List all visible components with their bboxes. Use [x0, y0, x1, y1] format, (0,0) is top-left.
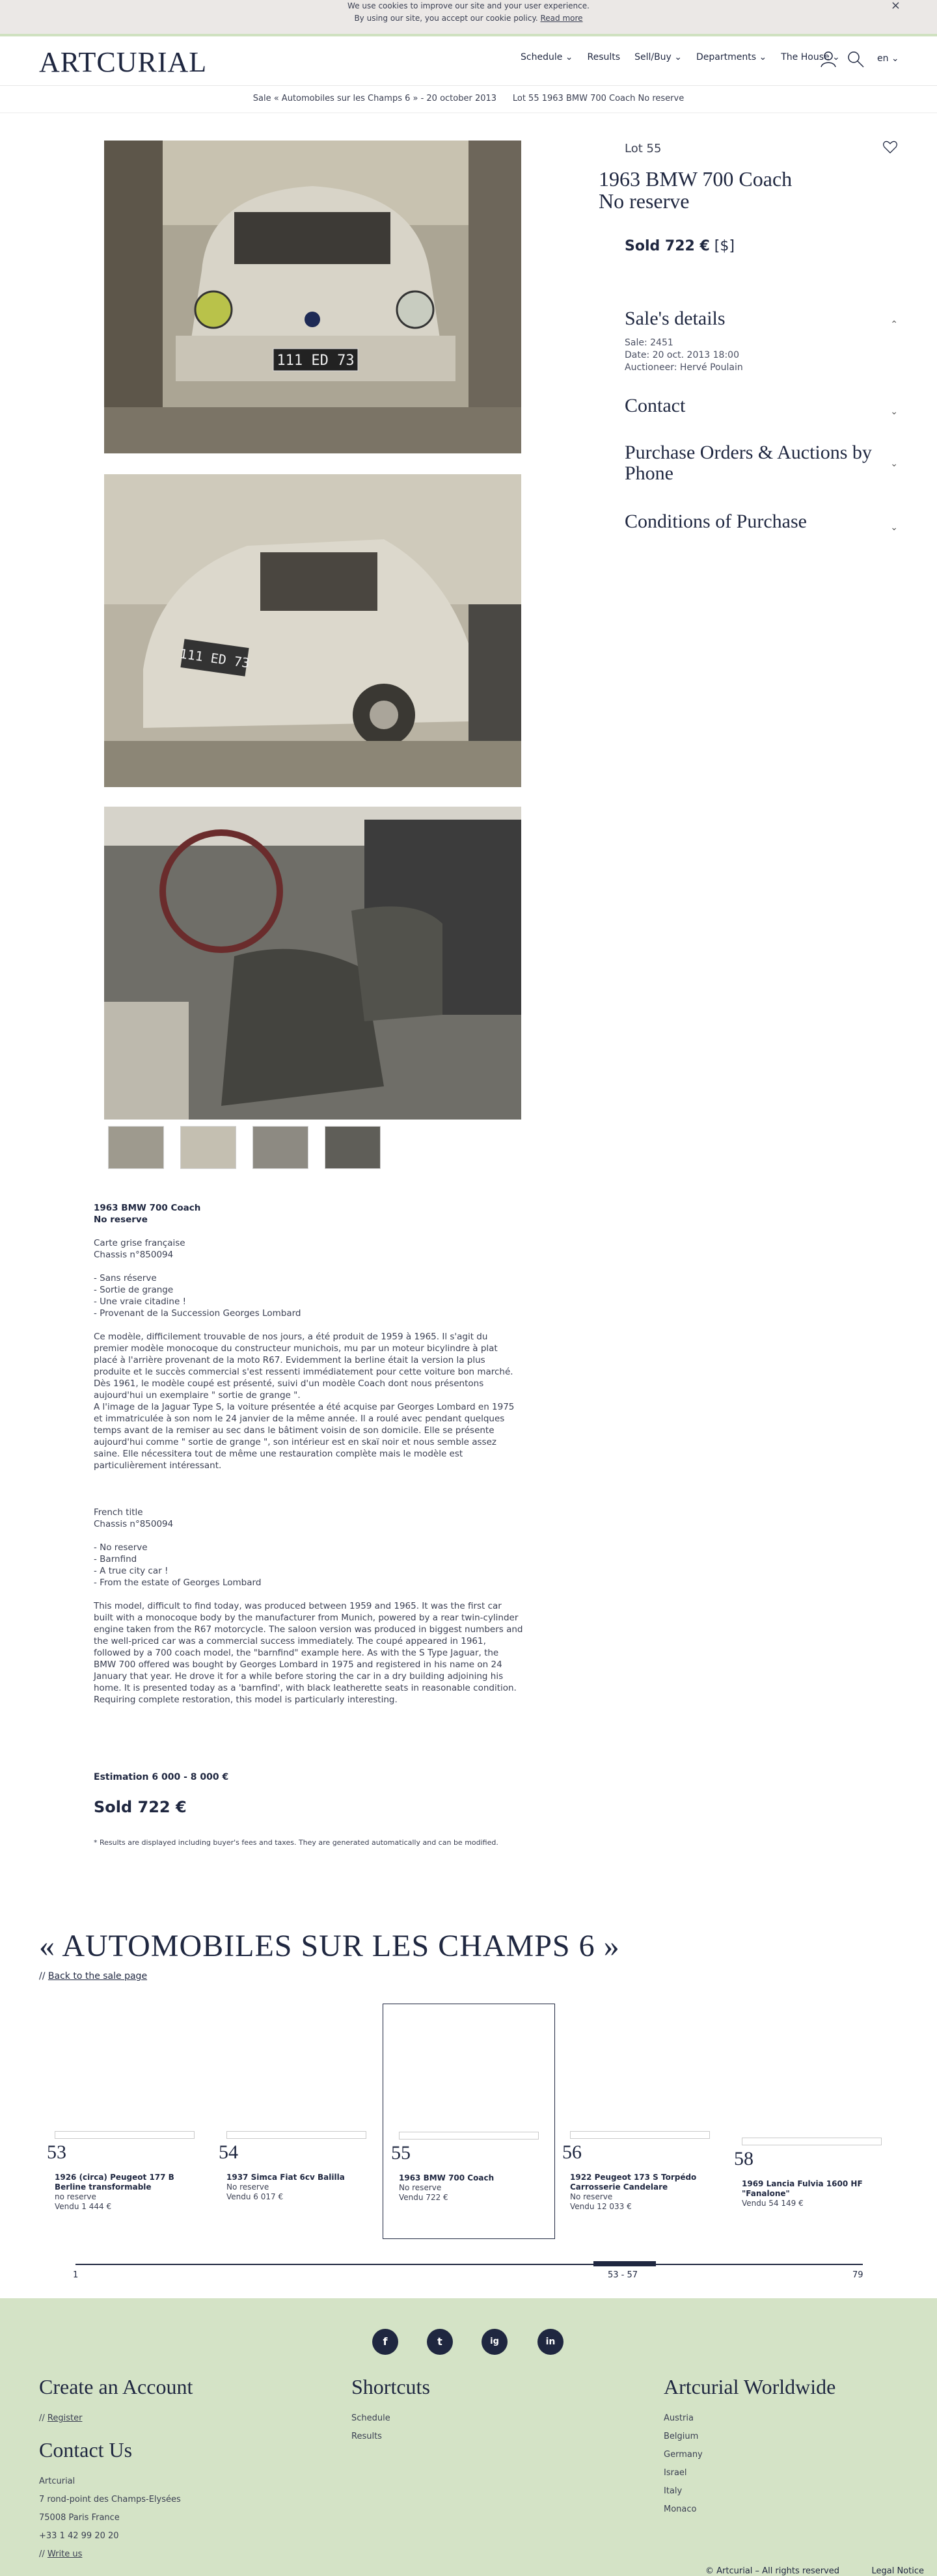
desc-fr-paragraph-1: Ce modèle, difficilement trouvable de nos jours, a été produit de 1959 à 1965. Il s'agit du premier modèle monocoque du constructeur munichois, mu par un moteur bicylindre à plat placé à l'arrière provenant de la moto R67. Evidemment la berline était la version la plus produite et le succès commercial s'est ressenti immédiatement pour cette voiture bon marché. Dès 1961, le modèle coupé est présenté, suivi d'un modèle Coach dont nous présentons aujourd'hui un exemplaire " sortie de grange ".: [94, 1332, 513, 1401]
sale-auctioneer: Auctioneer: Hervé Poulain: [625, 362, 743, 373]
lot-card-info: [742, 2179, 891, 2208]
breadcrumb: [0, 86, 937, 113]
thumbnail-3[interactable]: [252, 1126, 308, 1169]
nav-results[interactable]: Results: [587, 52, 621, 62]
site-footer: [0, 2298, 937, 2576]
breadcrumb-lot: Lot 55 1963 BMW 700 Coach No reserve: [512, 94, 685, 103]
lot-title-line-1: 1963 BMW 700 Coach: [599, 167, 793, 191]
lot-card-image: [55, 2131, 195, 2139]
accordion-purchase-orders-header[interactable]: [625, 442, 898, 484]
accordion-purchase-orders-title: Purchase Orders & Auctions by Phone: [625, 442, 872, 484]
search-icon[interactable]: [846, 49, 865, 69]
contact-address-2: 75008 Paris France: [39, 2513, 120, 2523]
lot-card-number: 55: [391, 2142, 411, 2164]
desc-en-chassis: Chassis n°850094: [94, 1519, 174, 1529]
chevron-up-icon: ⌃: [890, 320, 898, 330]
lot-card-image: [570, 2131, 710, 2139]
cookie-line-2-text: By using our site, you accept our cookie policy.: [354, 14, 538, 23]
legal-notice-link[interactable]: Legal Notice: [871, 2566, 924, 2576]
accordion-conditions-header[interactable]: [625, 511, 898, 532]
lot-card-price: Vendu 1 444 €: [55, 2202, 112, 2211]
lot-card[interactable]: [211, 2004, 383, 2239]
sold-price-large: Sold 722 €: [94, 1798, 187, 1816]
accordion-purchase-orders[interactable]: [625, 442, 898, 484]
country-monaco[interactable]: Monaco: [664, 2504, 697, 2514]
chevron-down-icon: ⌄: [890, 407, 898, 417]
lot-card-reserve: No reserve: [226, 2182, 269, 2192]
instagram-icon[interactable]: ig: [482, 2329, 508, 2355]
twitter-icon[interactable]: t: [427, 2329, 453, 2355]
write-us-link[interactable]: Write us: [47, 2549, 83, 2559]
lot-card-price: Vendu 54 149 €: [742, 2199, 804, 2208]
user-icon[interactable]: [819, 49, 838, 69]
lot-card-price: Vendu 722 €: [399, 2193, 448, 2202]
lot-card-info: [55, 2173, 204, 2212]
desc-fr-chassis: Chassis n°850094: [94, 1250, 174, 1260]
copyright: © Artcurial – All rights reserved: [705, 2566, 839, 2576]
lot-card[interactable]: [39, 2004, 211, 2239]
cookie-line-2: [0, 12, 937, 25]
front-plate: 111 ED 73: [277, 353, 355, 369]
footer-worldwide: [664, 2375, 835, 2519]
car-front-illustration: [104, 141, 521, 453]
lot-card-title: 1926 (circa) Peugeot 177 B Berline transformable: [55, 2173, 174, 2192]
accordion-sale-details[interactable]: [625, 308, 898, 374]
contact-address-1: 7 rond-point des Champs-Elysées: [39, 2495, 181, 2504]
breadcrumb-sale[interactable]: Sale « Automobiles sur les Champs 6 » - 20 october 2013: [252, 94, 497, 103]
contact-title: Contact Us: [39, 2438, 133, 2462]
chevron-down-icon: ⌄: [890, 523, 898, 533]
lot-number: Lot 55: [625, 142, 662, 155]
thumbnail-2[interactable]: [180, 1126, 236, 1169]
register-link[interactable]: Register: [47, 2413, 83, 2423]
worldwide-title: Artcurial Worldwide: [664, 2375, 836, 2398]
desc-en-paragraph-1: This model, difficult to find today, was produced between 1959 and 1965. It was the first car built with a monocoque body by the manufacturer from Munich, powered by a rear twin-cylinder engine taken from the R67 motorcycle. The saloon version was produced in biggest numbers and the well-priced car was a commercial success immediately. The coupé appeared in 1961, followed by a 700 coach model, the "barnfind" example here. As with the S Type Jaguar, the BMW 700 offered was bought by Georges Lombard in 1975 and registered in his name on 24 January that year. He drove it for a while before storing the car in a dry building adjoining his home. It is presented today as a 'barnfind', with black leatherette seats in reasonable condition. Requiring complete restoration, this model is particularly interesting.: [94, 1601, 523, 1705]
lot-card-reserve: No reserve: [570, 2192, 613, 2201]
lot-card[interactable]: [554, 2004, 727, 2239]
desc-fr-bullet: - Une vraie citadine !: [94, 1296, 186, 1307]
chevron-down-icon: ⌄: [890, 459, 898, 469]
facebook-icon[interactable]: f: [372, 2329, 398, 2355]
desc-en-bullet: - Barnfind: [94, 1554, 137, 1564]
lot-card[interactable]: [726, 2004, 898, 2239]
sale-number: Sale: 2451: [625, 338, 673, 348]
car-rear-illustration: [104, 474, 521, 787]
cookie-banner: [0, 0, 937, 34]
lot-card-reserve: no reserve: [55, 2192, 96, 2201]
lot-photo-front[interactable]: [104, 141, 521, 453]
country-germany[interactable]: Germany: [664, 2450, 703, 2460]
scrollbar-handle[interactable]: [593, 2261, 656, 2266]
back-to-sale-link[interactable]: Back to the sale page: [48, 1971, 148, 1981]
lot-card-image: [399, 2132, 539, 2140]
lot-card-info: [570, 2173, 720, 2212]
lot-card-info: [399, 2173, 549, 2203]
shortcut-results[interactable]: Results: [351, 2432, 382, 2441]
accordion-conditions-title: Conditions of Purchase: [625, 511, 807, 532]
linkedin-icon[interactable]: in: [537, 2329, 564, 2355]
sale-date: Date: 20 oct. 2013 18:00: [625, 350, 739, 360]
desc-en-bullet: - From the estate of Georges Lombard: [94, 1577, 262, 1588]
lot-card-image: [226, 2131, 366, 2139]
country-belgium[interactable]: Belgium: [664, 2432, 699, 2441]
desc-en-bullet: - No reserve: [94, 1542, 148, 1553]
lot-photo-rear[interactable]: [104, 474, 521, 787]
currency-toggle[interactable]: [$]: [714, 238, 735, 254]
lot-card-reserve: No reserve: [399, 2183, 442, 2192]
accordion-contact-header[interactable]: [625, 396, 898, 416]
nav-the-house[interactable]: The House ⌄: [781, 52, 840, 62]
results-note: * Results are displayed including buyer's fees and taxes. They are generated automatically and can be modified.: [94, 1838, 498, 1847]
close-icon[interactable]: ×: [890, 0, 901, 12]
lot-title: [599, 168, 792, 212]
contact-phone[interactable]: +33 1 42 99 20 20: [39, 2531, 119, 2541]
site-header: [0, 36, 937, 86]
scroll-end-label: 79: [852, 2270, 863, 2280]
thumbnail-1[interactable]: [108, 1126, 164, 1169]
write-row: [39, 2545, 193, 2564]
desc-en-bullet: - A true city car !: [94, 1566, 169, 1576]
country-austria[interactable]: Austria: [664, 2413, 694, 2423]
lot-description: [94, 1202, 523, 1717]
shortcuts-title: Shortcuts: [351, 2375, 430, 2398]
car-interior-illustration: [104, 807, 521, 1120]
desc-title: 1963 BMW 700 Coach: [94, 1203, 201, 1213]
cookie-line-1: We use cookies to improve our site and your user experience.: [347, 1, 590, 10]
accordion-sale-details-header[interactable]: [625, 308, 898, 329]
cookie-read-more-link[interactable]: Read more: [540, 14, 583, 23]
accordion-contact[interactable]: [625, 396, 898, 416]
main-nav: [521, 52, 840, 62]
contact-name: Artcurial: [39, 2476, 75, 2486]
lot-card-number: 53: [47, 2141, 66, 2163]
rear-plate: 111 ED 73: [178, 645, 251, 671]
sold-price: [625, 238, 735, 254]
lot-card-price: Vendu 6 017 €: [226, 2192, 284, 2201]
create-account-title: Create an Account: [39, 2375, 193, 2398]
lot-card-title: 1922 Peugeot 173 S Torpédo Carrosserie Candelare: [570, 2173, 697, 2192]
desc-en-title: French title: [94, 1507, 143, 1518]
thumbnail-strip: [108, 1126, 381, 1169]
language-selector[interactable]: en ⌄: [877, 53, 899, 64]
accordion-contact-title: Contact: [625, 395, 686, 416]
country-italy[interactable]: Italy: [664, 2486, 683, 2496]
register-row: [39, 2409, 193, 2428]
desc-fr-bullet: - Sans réserve: [94, 1273, 157, 1283]
desc-fr-carte: Carte grise française: [94, 1238, 185, 1248]
accordion-conditions[interactable]: [625, 511, 898, 532]
lot-card-number: 56: [562, 2141, 582, 2163]
thumbnail-4[interactable]: [325, 1126, 381, 1169]
lot-card-title: 1963 BMW 700 Coach: [399, 2173, 495, 2182]
back-prefix: //: [39, 1971, 48, 1981]
back-to-sale: [39, 1971, 147, 1981]
lot-card-price: Vendu 12 033 €: [570, 2202, 632, 2211]
lot-card-current[interactable]: [383, 2004, 555, 2239]
lot-photo-interior[interactable]: [104, 807, 521, 1120]
nav-departments[interactable]: Departments ⌄: [696, 52, 767, 62]
sale-details-body: [625, 337, 898, 374]
shortcut-schedule[interactable]: Schedule: [351, 2413, 390, 2423]
scroll-start-label: 1: [73, 2270, 79, 2280]
lot-card-number: 54: [219, 2141, 238, 2163]
lot-title-line-2: No reserve: [599, 189, 690, 213]
lot-card-info: [226, 2173, 376, 2202]
desc-fr-paragraph-2: A l'image de la Jaguar Type S, la voiture présentée a été acquise par Georges Lombard en 1975 et immatriculée à son nom le 24 janvier de la même année. Il a roulé avec pendant quelques temps avant de la remiser au sec dans le bâtiment voisin de son domicile. Elle se présente aujourd'hui comme " sortie de grange ", son intérieur est en skaï noir et nous semble assez saine. Elle nécessitera tout de même une restauration complète mais le modèle est particulièrement intéressant.: [94, 1402, 515, 1471]
desc-fr-bullet: - Sortie de grange: [94, 1285, 174, 1295]
estimation: Estimation 6 000 - 8 000 €: [94, 1772, 229, 1782]
register-prefix: //: [39, 2413, 48, 2423]
desc-no-reserve: No reserve: [94, 1214, 148, 1225]
write-prefix: //: [39, 2549, 48, 2559]
sold-price-label: Sold 722 €: [625, 238, 710, 254]
lot-card-image: [742, 2138, 882, 2145]
nav-sell-buy[interactable]: Sell/Buy ⌄: [634, 52, 683, 62]
artcurial-logo[interactable]: ARTCURIAL: [39, 46, 208, 78]
desc-fr-bullet: - Provenant de la Succession Georges Lombard: [94, 1308, 301, 1319]
footer-account-contact: [39, 2375, 193, 2564]
nav-schedule[interactable]: Schedule ⌄: [521, 52, 573, 62]
lot-card-title: 1937 Simca Fiat 6cv Balilla: [226, 2173, 345, 2182]
country-israel[interactable]: Israel: [664, 2468, 687, 2478]
footer-shortcuts: [351, 2375, 430, 2446]
favorite-heart-icon[interactable]: [882, 139, 898, 155]
lot-card-number: 58: [734, 2148, 754, 2169]
lot-scrollbar[interactable]: [75, 2264, 863, 2265]
scroll-current-label: 53 - 57: [608, 2270, 638, 2280]
lot-card-title: 1969 Lancia Fulvia 1600 HF "Fanalone": [742, 2179, 863, 2198]
accordion-sale-details-title: Sale's details: [625, 308, 726, 329]
sale-title: « AUTOMOBILES SUR LES CHAMPS 6 »: [39, 1929, 620, 1963]
